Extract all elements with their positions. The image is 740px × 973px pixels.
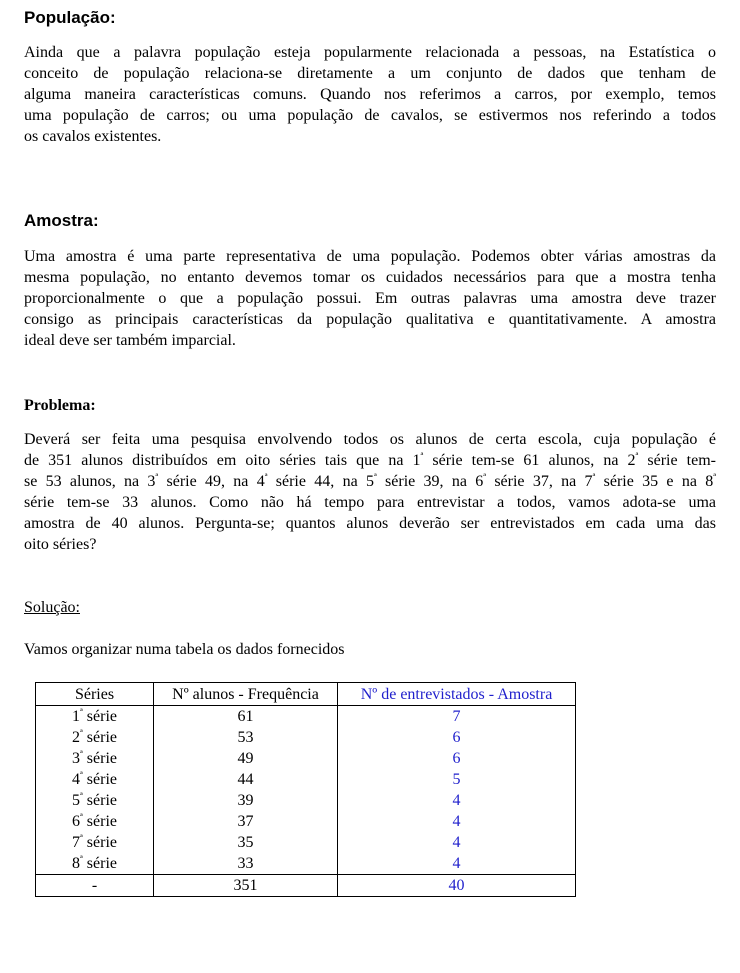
cell-amostra: 5 xyxy=(338,769,576,790)
paragraph-line: ideal deve ser também imparcial. xyxy=(24,332,236,349)
table-row xyxy=(36,790,576,811)
cell-amostra: 4 xyxy=(338,853,576,875)
cell-amostra: 6 xyxy=(338,727,576,748)
paragraph-line: de 351 alunos distribuídos em oito séries tais que na $1^ª$ série tem-se 61 alunos, na $2^ª$ série tem- xyxy=(24,451,716,469)
total-amostra: 40 xyxy=(338,875,576,897)
cell-frequencia: 35 xyxy=(154,832,338,853)
data-table xyxy=(35,682,576,897)
paragraph-line: proporcionalmente o que a população possui. Em outras palavras uma amostra deve trazer xyxy=(24,290,716,307)
cell-serie: $6^ª$ série xyxy=(36,811,154,832)
cell-frequencia: 33 xyxy=(154,853,338,875)
cell-serie: $8^ª$ série xyxy=(36,853,154,875)
heading-solucao: Solução: xyxy=(24,599,80,616)
cell-serie: $7^ª$ série xyxy=(36,832,154,853)
cell-amostra: 4 xyxy=(338,811,576,832)
cell-serie: $2^ª$ série xyxy=(36,727,154,748)
table-header-row xyxy=(36,683,576,706)
cell-amostra: 7 xyxy=(338,706,576,728)
paragraph-line: Uma amostra é uma parte representativa de uma população. Podemos obter várias amostras da xyxy=(24,248,716,265)
header-frequencia: Nº alunos - Frequência xyxy=(154,683,338,706)
table-total-row xyxy=(36,875,576,897)
table-row xyxy=(36,727,576,748)
paragraph-problema xyxy=(24,429,716,555)
paragraph-line: alguma maneira características comuns. Quando nos referimos a carros, por exemplo, temos xyxy=(24,86,716,103)
heading-problema: Problema: xyxy=(24,397,96,414)
cell-frequencia: 61 xyxy=(154,706,338,728)
paragraph-line: se 53 alunos, na $3^ª$ série 49, na $4^ª$ série 44, na $5^ª$ série 39, na $6^ª$ série 37, na $7^ª$ série 35 e na $8^ª$ xyxy=(24,472,716,490)
solucao-intro: Vamos organizar numa tabela os dados fornecidos xyxy=(24,641,345,658)
total-label: - xyxy=(36,875,154,897)
paragraph-line: Deverá ser feita uma pesquisa envolvendo todos os alunos de certa escola, cuja população é xyxy=(24,431,716,448)
paragraph-line: uma população de carros; ou uma população de cavalos, se estivermos nos referindo a todos xyxy=(24,107,716,124)
cell-serie: $3^ª$ série xyxy=(36,748,154,769)
table-row xyxy=(36,853,576,875)
cell-serie: $1^ª$ série xyxy=(36,706,154,728)
paragraph-line: conceito de população relaciona-se diretamente a um conjunto de dados que tenham de xyxy=(24,65,716,82)
cell-amostra: 4 xyxy=(338,832,576,853)
table-body xyxy=(36,706,576,875)
table-row xyxy=(36,832,576,853)
paragraph-amostra xyxy=(24,246,716,351)
paragraph-line: consigo as principais características da população qualitativa e quantitativamente. A amostra xyxy=(24,311,716,328)
paragraph-line: amostra de 40 alunos. Pergunta-se; quantos alunos deverão ser entrevistados em cada uma das xyxy=(24,515,716,532)
heading-amostra: Amostra: xyxy=(24,211,99,230)
cell-frequencia: 49 xyxy=(154,748,338,769)
cell-frequencia: 39 xyxy=(154,790,338,811)
header-series: Séries xyxy=(36,683,154,706)
paragraph-line: oito séries? xyxy=(24,536,97,553)
cell-amostra: 6 xyxy=(338,748,576,769)
cell-serie: $4^ª$ série xyxy=(36,769,154,790)
paragraph-line: mesma população, no entanto devemos tomar os cuidados necessários para que a mostra tenha xyxy=(24,269,716,286)
cell-frequencia: 37 xyxy=(154,811,338,832)
table-row xyxy=(36,811,576,832)
paragraph-line: Ainda que a palavra população esteja popularmente relacionada a pessoas, na Estatística o xyxy=(24,44,716,61)
paragraph-populacao xyxy=(24,42,716,147)
table-row xyxy=(36,706,576,728)
total-frequencia: 351 xyxy=(154,875,338,897)
cell-serie: $5^ª$ série xyxy=(36,790,154,811)
header-amostra: Nº de entrevistados - Amostra xyxy=(338,683,576,706)
heading-populacao: População: xyxy=(24,8,116,27)
paragraph-line: série tem-se 33 alunos. Como não há tempo para entrevistar a todos, vamos adota-se uma xyxy=(24,494,716,511)
cell-frequencia: 53 xyxy=(154,727,338,748)
cell-frequencia: 44 xyxy=(154,769,338,790)
table-row xyxy=(36,769,576,790)
cell-amostra: 4 xyxy=(338,790,576,811)
paragraph-line: os cavalos existentes. xyxy=(24,128,162,145)
table-row xyxy=(36,748,576,769)
